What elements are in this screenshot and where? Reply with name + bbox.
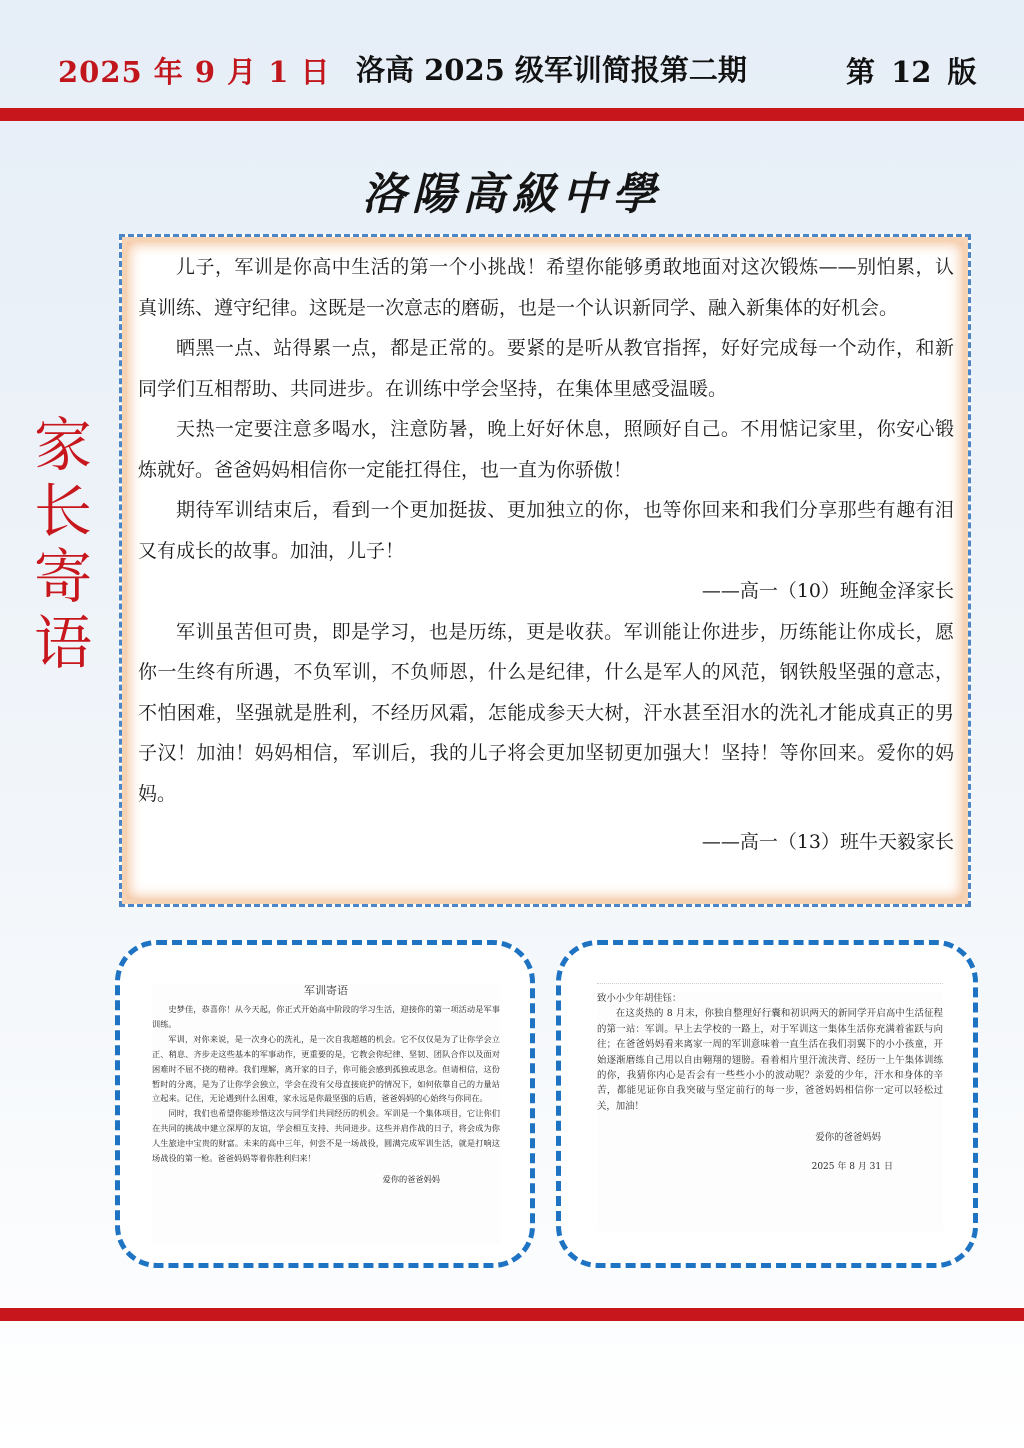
card-paragraph: 军训，对你来说，是一次身心的洗礼，是一次自我超越的机会。它不仅仅是为了让你学会立正、稍息、齐步走这些基本的军事动作，更重要的是，它教会你纪律、坚韧、团队合作以及面对困难时不屈不挠的精神。我们理解，离开家的日子，你可能会感到孤独或思念。但请相信，这份暂时的分离，是为了让你学会独立，学会在没有父母直接庇护的情况下，如何依靠自己的力量站立起来。记住，无论遇到什么困难，家永远是你最坚强的后盾，爸爸妈妈的心始终与你同在。 <box>152 1033 500 1104</box>
letter-paragraph: 期待军训结束后，看到一个更加挺拔、更加独立的你，也等你回来和我们分享那些有趣有泪又有成长的故事。加油，儿子！ <box>138 499 954 562</box>
section-label-char: 长 <box>33 477 92 545</box>
section-label-char: 语 <box>33 609 92 677</box>
main-letter-box <box>119 234 971 907</box>
bottom-red-rule <box>0 1308 1024 1321</box>
page-number: 第 12 版 <box>846 55 977 89</box>
card-paragraph: 在这炎热的 8 月末，你独自整理好行囊和初识两天的新同学开启高中生活征程的第一站：军训。早上去学校的一路上，对于军训这一集体生活你充满着雀跃与向往；在爸爸妈妈看来离家一周的军训意味着一直生活在我们羽翼下的小小孩童，开始逐渐磨练自己用以自由翱翔的翅膀。看着相片里汗流浃背、经历一上午集体训练的你，我猜你内心是否会有一些些小小的波动呢？亲爱的少年，汗水和身体的辛苦，都能见证你自我突破与坚定前行的每一步，爸爸妈妈相信你一定可以轻松过关，加油！ <box>597 1008 943 1112</box>
main-letter-text <box>138 247 954 863</box>
newsletter-title: 洛高 2025 级军训简报第二期 <box>356 53 747 87</box>
card-signature: 爱你的爸爸妈妈 <box>382 1173 440 1184</box>
letter-paragraph: 晒黑一点、站得累一点，都是正常的。要紧的是听从教官指挥，好好完成每一个动作，和新同学们互相帮助、共同进步。在训练中学会坚持，在集体里感受温暖。 <box>138 337 954 400</box>
letter-paragraph: 儿子，军训是你高中生活的第一个小挑战！希望你能够勇敢地面对这次锻炼——别怕累，认真训练、遵守纪律。这既是一次意志的磨砺，也是一个认识新同学、融入新集体的好机会。 <box>138 256 954 319</box>
issue-date: 2025 年 9 月 1 日 <box>58 55 331 89</box>
school-name-calligraphy: 洛陽高級中學 <box>362 169 662 220</box>
letter-paragraph: 军训虽苦但可贵，即是学习，也是历练，更是收获。军训能让你进步，历练能让你成长，愿你一生终有所遇，不负军训，不负师恩，什么是纪律，什么是军人的风范，钢铁般坚强的意志，不怕困难，坚强就是胜利，不经历风霜，怎能成参天大树，汗水甚至泪水的洗礼才能成真正的男子汉！加油！妈妈相信，军训后，我的儿子将会更加坚韧更加强大！坚持！等你回来。爱你的妈妈。 <box>138 620 954 805</box>
top-red-rule <box>0 108 1024 121</box>
section-label-parent-messages <box>30 412 96 676</box>
card-paragraph: 同时，我们也希望你能珍惜这次与同学们共同经历的机会。军训是一个集体项目，它让你们在共同的挑战中建立深厚的友谊，学会相互支持、共同进步。这些并肩作战的日子，将会成为你人生旅途中宝贵的财富。未来的高中三年，何尝不是一场战役，圆满完成军训生活，就是打响这场战役的第一枪。爸爸妈妈等着你胜利归来！ <box>152 1108 500 1164</box>
letter-image-left <box>152 983 500 1245</box>
letter-signature: ——高一（13）班牛天毅家长 <box>701 831 954 853</box>
card-paragraph: 史梦佳，恭喜你！从今天起，你正式开始高中阶段的学习生活，迎接你的第一项活动是军事训练。 <box>152 1004 500 1029</box>
card-signature: 爱你的爸爸妈妈 <box>815 1132 881 1144</box>
letter-paragraph: 天热一定要注意多喝水，注意防暑，晚上好好休息，照顾好自己。不用惦记家里，你安心锻炼就好。爸爸妈妈相信你一定能扛得住，也一直为你骄傲！ <box>138 418 954 481</box>
photo-letter-frame-right <box>556 940 978 1268</box>
divider <box>597 983 943 985</box>
letter-image-right <box>597 991 943 1231</box>
photo-letter-frame-left <box>115 940 535 1268</box>
card-title: 军训寄语 <box>304 984 348 997</box>
letter-signature: ——高一（10）班鲍金泽家长 <box>701 580 954 602</box>
card-greeting: 致小小少年胡佳钰： <box>597 993 682 1004</box>
section-label-char: 寄 <box>33 543 92 611</box>
section-label-char: 家 <box>33 411 92 479</box>
card-date: 2025 年 8 月 31 日 <box>811 1161 893 1172</box>
